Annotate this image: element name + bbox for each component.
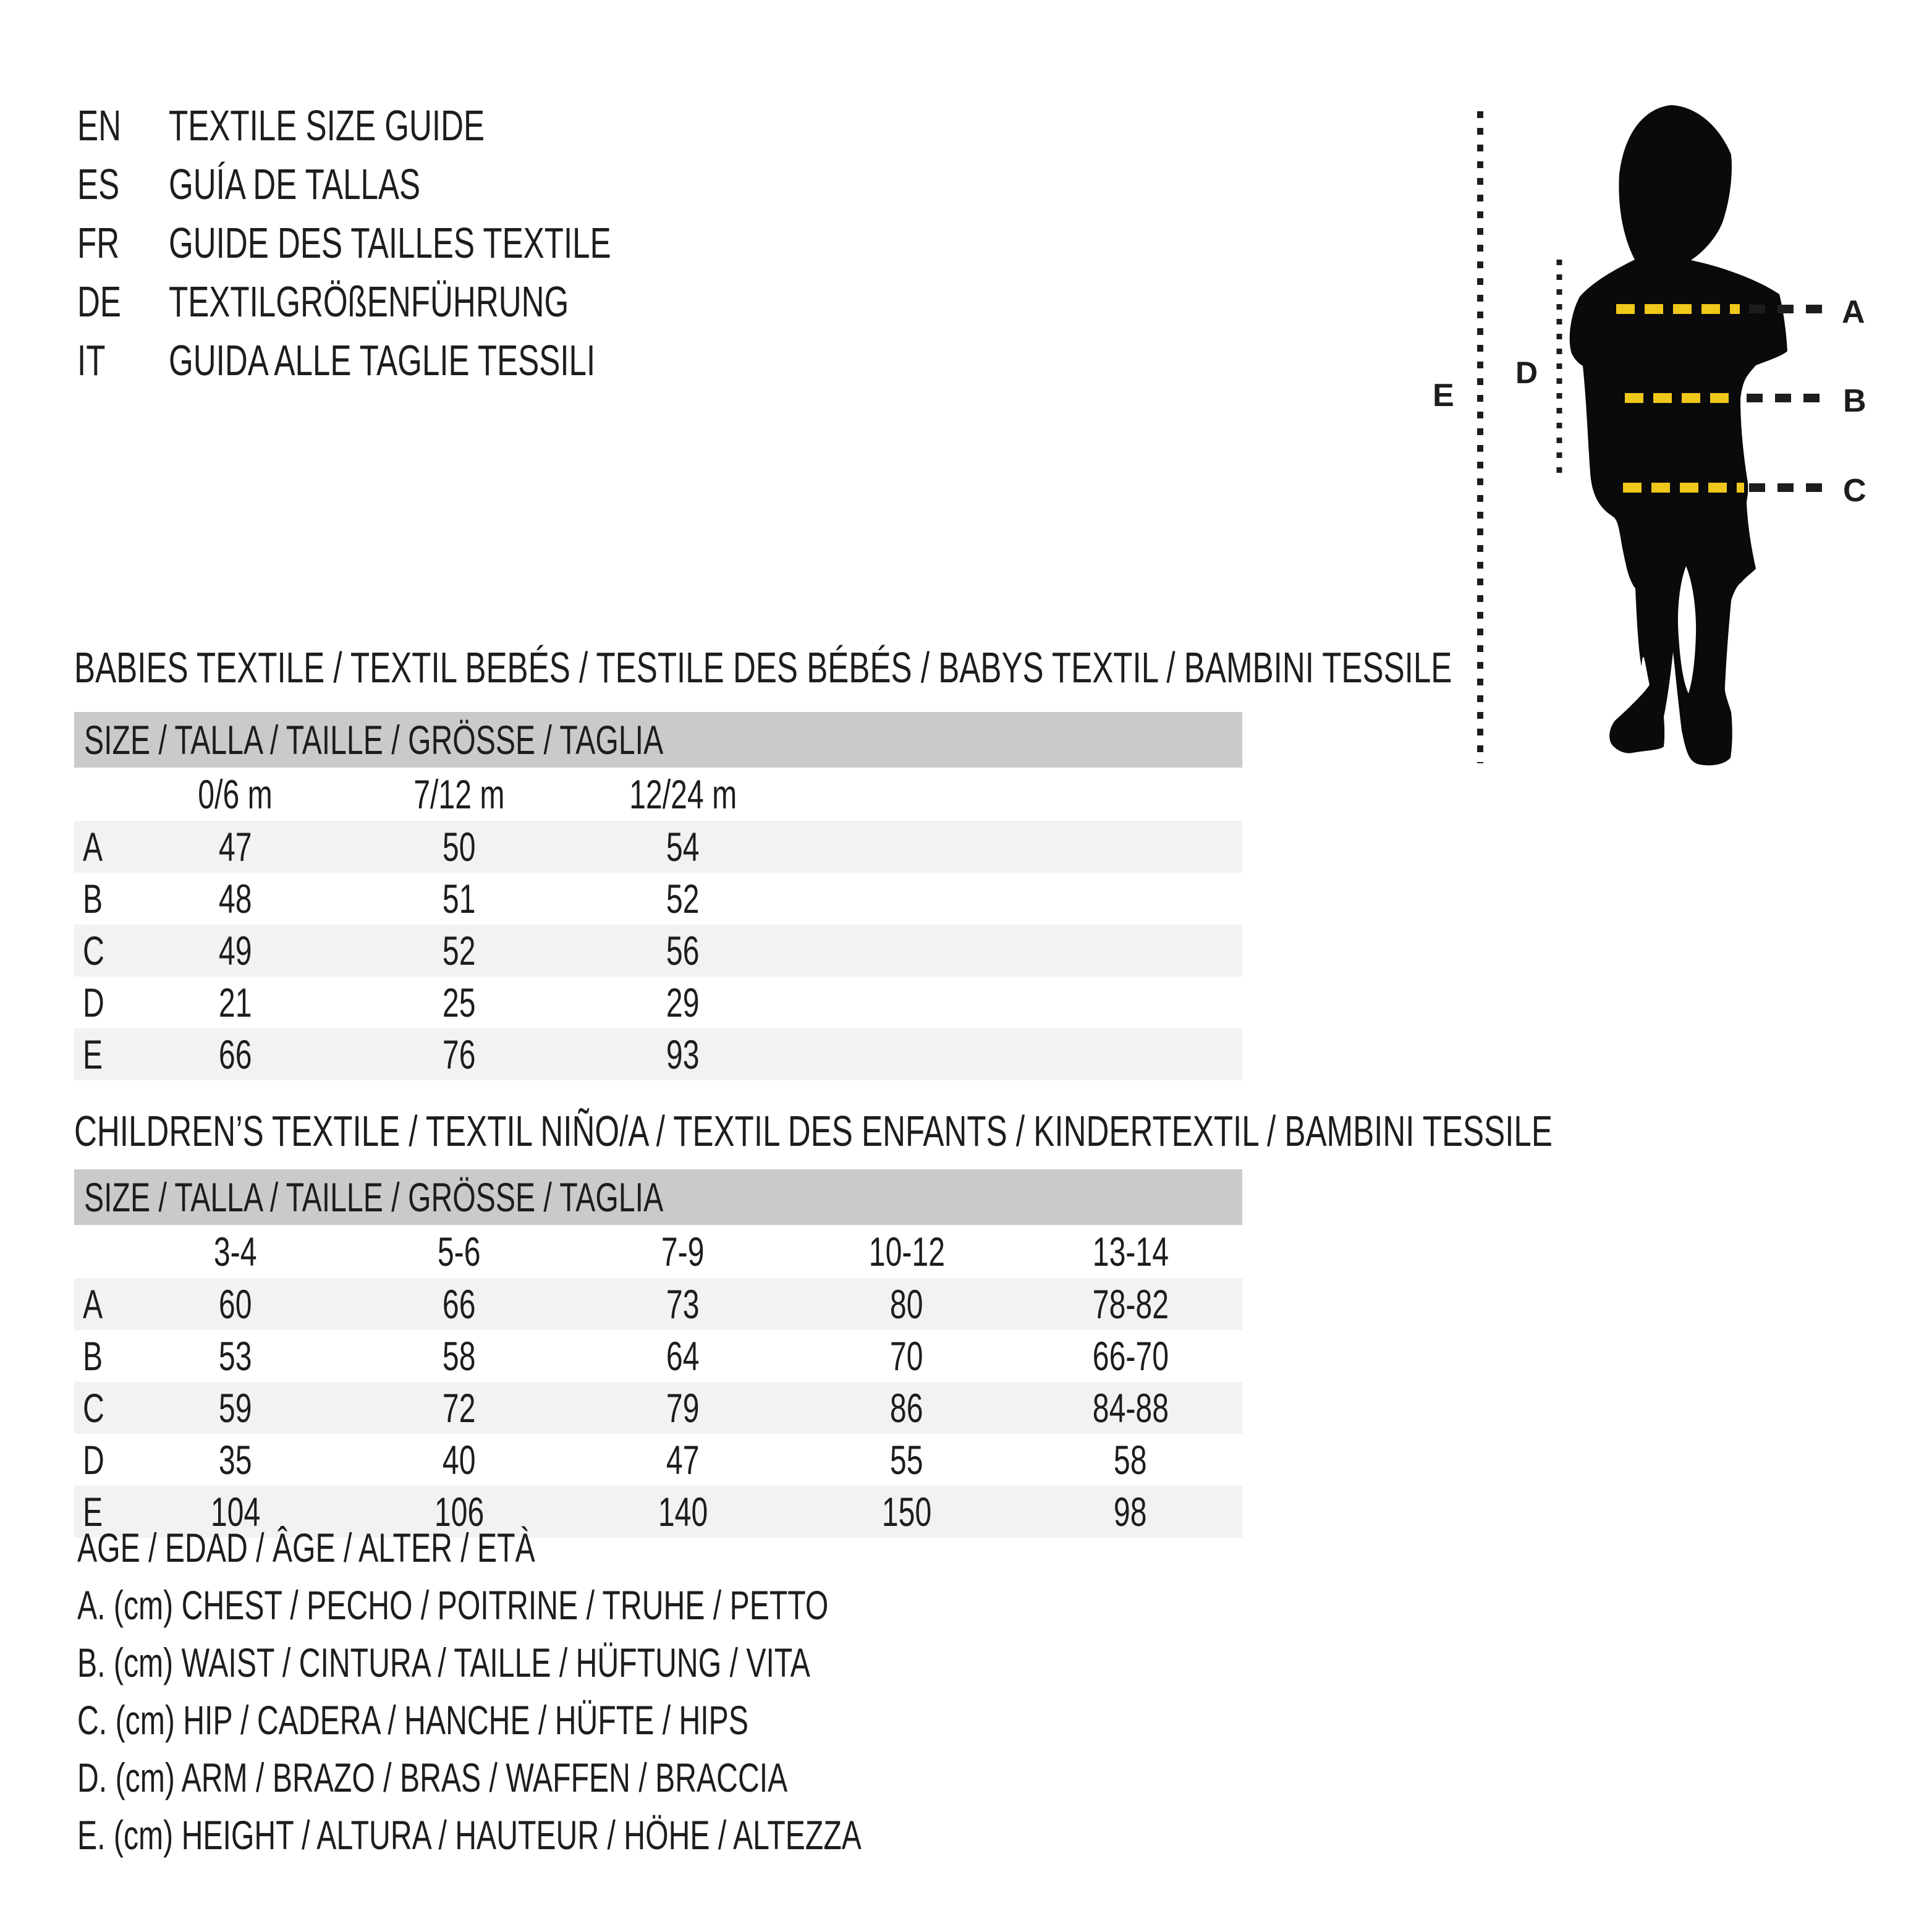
row-label: B (83, 876, 103, 922)
column-header: 0/6 m (198, 771, 273, 817)
row-label: B (83, 1333, 103, 1379)
row-label: E (83, 1032, 103, 1077)
table-cell: 150 (881, 1489, 932, 1535)
table-row (74, 977, 1242, 1028)
table-cell: 56 (666, 928, 700, 973)
table-cell: 58 (1114, 1437, 1147, 1483)
column-header: 12/24 m (629, 771, 737, 817)
table-cell: 47 (219, 824, 252, 870)
column-header: 3-4 (214, 1229, 257, 1274)
language-code: DE (77, 277, 121, 326)
table-cell: 48 (219, 876, 252, 922)
legend-line-waist: B. (cm) WAIST / CINTURA / TAILLE / HÜFTUNG / VITA (77, 1639, 810, 1685)
babies-section-heading: BABIES TEXTILE / TEXTIL BEBÉS / TESTILE DES BÉBÉS / BABYS TEXTIL / BAMBINI TESSILE (74, 643, 1452, 692)
table-cell: 49 (219, 928, 252, 973)
legend-line-arm: D. (cm) ARM / BRAZO / BRAS / WAFFEN / BRACCIA (77, 1754, 788, 1800)
table-cell: 59 (219, 1385, 252, 1431)
child-silhouette-icon (1409, 74, 1932, 822)
language-title: GUIDA ALLE TAGLIE TESSILI (169, 336, 596, 384)
table-row (74, 925, 1242, 977)
table-cell: 52 (666, 876, 700, 922)
table-cell: 50 (443, 824, 476, 870)
measure-label-d: D (1515, 355, 1538, 390)
measure-label-a: A (1842, 294, 1865, 330)
table-cell: 93 (666, 1032, 700, 1077)
children-column-header-row (74, 1225, 1242, 1278)
children-size-header: SIZE / TALLA / TAILLE / GRÖSSE / TAGLIA (74, 1169, 1242, 1225)
measurement-diagram (1409, 74, 1932, 822)
table-cell: 51 (443, 876, 476, 922)
table-cell: 106 (434, 1489, 485, 1535)
table-cell: 52 (443, 928, 476, 973)
table-cell: 140 (658, 1489, 708, 1535)
babies-size-table (74, 712, 1242, 1080)
measure-label-b: B (1843, 383, 1866, 419)
row-label: A (83, 1281, 103, 1327)
table-cell: 55 (890, 1437, 923, 1483)
language-code: IT (77, 336, 106, 384)
table-cell: 72 (443, 1385, 476, 1431)
table-row (74, 1028, 1242, 1080)
row-label: A (83, 824, 103, 870)
table-cell: 73 (666, 1281, 700, 1327)
legend-line-age: AGE / EDAD / ÂGE / ALTER / ETÀ (77, 1524, 535, 1570)
language-title: TEXTILGRÖßENFÜHRUNG (169, 277, 569, 326)
table-cell: 35 (219, 1437, 252, 1483)
table-cell: 78-82 (1092, 1281, 1169, 1327)
table-cell: 84-88 (1092, 1385, 1169, 1431)
language-code: EN (77, 101, 121, 150)
legend-line-height: E. (cm) HEIGHT / ALTURA / HAUTEUR / HÖHE / ALTEZZA (77, 1811, 862, 1858)
table-cell: 47 (666, 1437, 700, 1483)
legend-line-hip: C. (cm) HIP / CADERA / HANCHE / HÜFTE / HIPS (77, 1697, 748, 1743)
measurement-legend (77, 1519, 1151, 1863)
children-section-heading: CHILDREN’S TEXTILE / TEXTIL NIÑO/A / TEXTIL DES ENFANTS / KINDERTEXTIL / BAMBINI TESSILE (74, 1107, 1553, 1155)
table-cell: 98 (1114, 1489, 1147, 1535)
table-row (74, 1382, 1242, 1434)
table-row (74, 1434, 1242, 1486)
measure-label-c: C (1843, 473, 1866, 509)
table-row (74, 821, 1242, 873)
table-cell: 76 (443, 1032, 476, 1077)
language-row-de (77, 272, 774, 331)
row-label: C (83, 1385, 104, 1431)
language-row-es (77, 155, 774, 213)
column-header: 7-9 (661, 1229, 705, 1274)
column-header: 13-14 (1092, 1229, 1169, 1274)
table-cell: 66 (219, 1032, 252, 1077)
table-cell: 66 (443, 1281, 476, 1327)
table-cell: 25 (443, 980, 476, 1025)
table-cell: 104 (210, 1489, 261, 1535)
table-row (74, 1278, 1242, 1330)
language-row-it (77, 331, 774, 389)
table-cell: 70 (890, 1333, 923, 1379)
column-header: 5-6 (438, 1229, 481, 1274)
table-row (74, 1330, 1242, 1382)
table-cell: 29 (666, 980, 700, 1025)
language-code: FR (77, 218, 120, 267)
language-title: TEXTILE SIZE GUIDE (169, 101, 485, 150)
table-cell: 21 (219, 980, 252, 1025)
language-code: ES (77, 159, 120, 208)
table-cell: 58 (443, 1333, 476, 1379)
column-header: 10-12 (868, 1229, 945, 1274)
babies-column-header-row (74, 768, 1242, 821)
table-row (74, 873, 1242, 925)
legend-line-chest: A. (cm) CHEST / PECHO / POITRINE / TRUHE / PETTO (77, 1582, 829, 1628)
language-list (77, 96, 774, 389)
row-label: C (83, 928, 104, 973)
table-cell: 64 (666, 1333, 700, 1379)
row-label: D (83, 1437, 104, 1483)
table-cell: 60 (219, 1281, 252, 1327)
table-cell: 66-70 (1092, 1333, 1169, 1379)
language-row-fr (77, 213, 774, 272)
table-cell: 86 (890, 1385, 923, 1431)
babies-size-header: SIZE / TALLA / TAILLE / GRÖSSE / TAGLIA (74, 712, 1242, 768)
language-row-en (77, 96, 774, 155)
language-title: GUÍA DE TALLAS (169, 159, 421, 208)
row-label: D (83, 980, 104, 1025)
row-label: E (83, 1489, 103, 1535)
table-cell: 54 (666, 824, 700, 870)
table-cell: 53 (219, 1333, 252, 1379)
table-cell: 40 (443, 1437, 476, 1483)
children-size-table (74, 1169, 1242, 1538)
language-title: GUIDE DES TAILLES TEXTILE (169, 218, 611, 267)
table-cell: 80 (890, 1281, 923, 1327)
table-cell: 79 (666, 1385, 700, 1431)
column-header: 7/12 m (413, 771, 505, 817)
measure-label-e: E (1433, 378, 1454, 413)
